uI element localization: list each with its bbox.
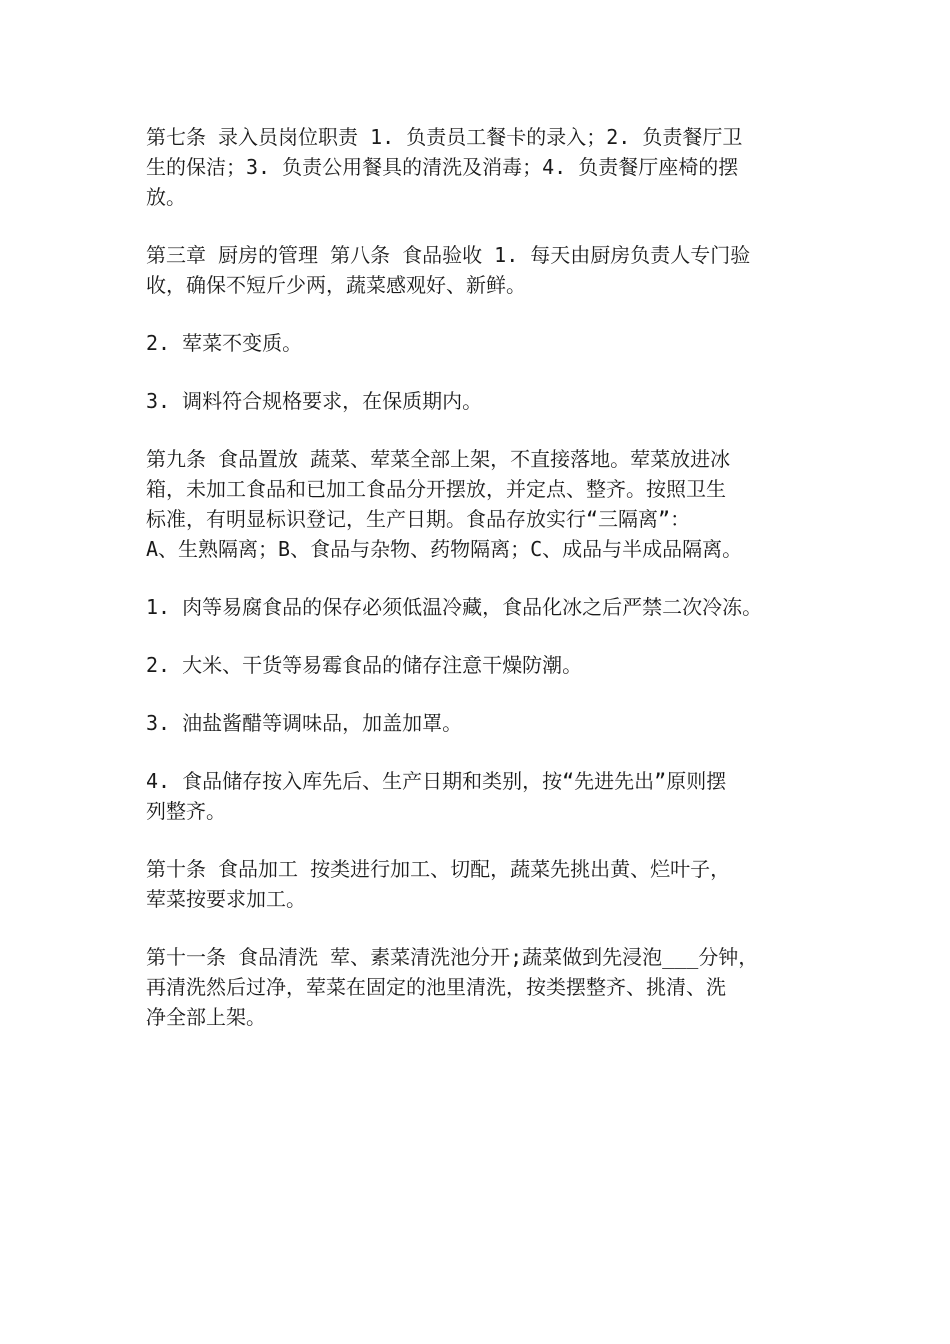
paragraph-storage-item-4 <box>146 766 818 826</box>
text-line: 净全部上架。 <box>146 1005 266 1029</box>
text-line: 第三章 厨房的管理 第八条 食品验收 1. 每天由厨房负责人专门验 <box>146 243 751 267</box>
text-line: 列整齐。 <box>146 799 226 823</box>
paragraph-storage-item-3 <box>146 708 818 738</box>
document-body <box>146 122 818 1060</box>
paragraph-article-9 <box>146 444 818 564</box>
text-line: 第十条 食品加工 按类进行加工、切配，蔬菜先挑出黄、烂叶子， <box>146 857 731 881</box>
text-line: 再清洗然后过净，荤菜在固定的池里清洗，按类摆整齐、挑清、洗 <box>146 975 726 999</box>
text-line: 2. 荤菜不变质。 <box>146 331 303 355</box>
text-line: 收，确保不短斤少两，蔬菜感观好、新鲜。 <box>146 273 526 297</box>
text-line: 生的保洁；3. 负责公用餐具的清洗及消毒；4. 负责餐厅座椅的摆 <box>146 155 739 179</box>
text-line: 标准，有明显标识登记，生产日期。食品存放实行“三隔离”： <box>146 507 691 531</box>
text-line: 第七条 录入员岗位职责 1. 负责员工餐卡的录入；2. 负责餐厅卫 <box>146 125 743 149</box>
paragraph-storage-item-1 <box>146 592 818 622</box>
text-line: 3. 油盐酱醋等调味品，加盖加罩。 <box>146 711 463 735</box>
paragraph-storage-item-2 <box>146 650 818 680</box>
text-line: 3. 调料符合规格要求，在保质期内。 <box>146 389 483 413</box>
text-line: 放。 <box>146 185 186 209</box>
text-line: 4. 食品储存按入库先后、生产日期和类别，按“先进先出”原则摆 <box>146 769 727 793</box>
paragraph-item-3 <box>146 386 818 416</box>
text-line: 2. 大米、干货等易霉食品的储存注意干燥防潮。 <box>146 653 583 677</box>
paragraph-item-2 <box>146 328 818 358</box>
paragraph-article-11 <box>146 942 818 1032</box>
text-line: 第九条 食品置放 蔬菜、荤菜全部上架，不直接落地。荤菜放进冰 <box>146 447 731 471</box>
paragraph-article-7 <box>146 122 818 212</box>
text-line: 第十一条 食品清洗 荤、素菜清洗池分开;蔬菜做到先浸泡___分钟， <box>146 945 759 969</box>
text-line: 箱，未加工食品和已加工食品分开摆放，并定点、整齐。按照卫生 <box>146 477 726 501</box>
text-line: A、生熟隔离；B、食品与杂物、药物隔离；C、成品与半成品隔离。 <box>146 537 743 561</box>
text-line: 1. 肉等易腐食品的保存必须低温冷藏，食品化冰之后严禁二次冷冻。 <box>146 595 763 619</box>
paragraph-article-10 <box>146 854 818 914</box>
paragraph-chapter-3-article-8 <box>146 240 818 300</box>
text-line: 荤菜按要求加工。 <box>146 887 306 911</box>
